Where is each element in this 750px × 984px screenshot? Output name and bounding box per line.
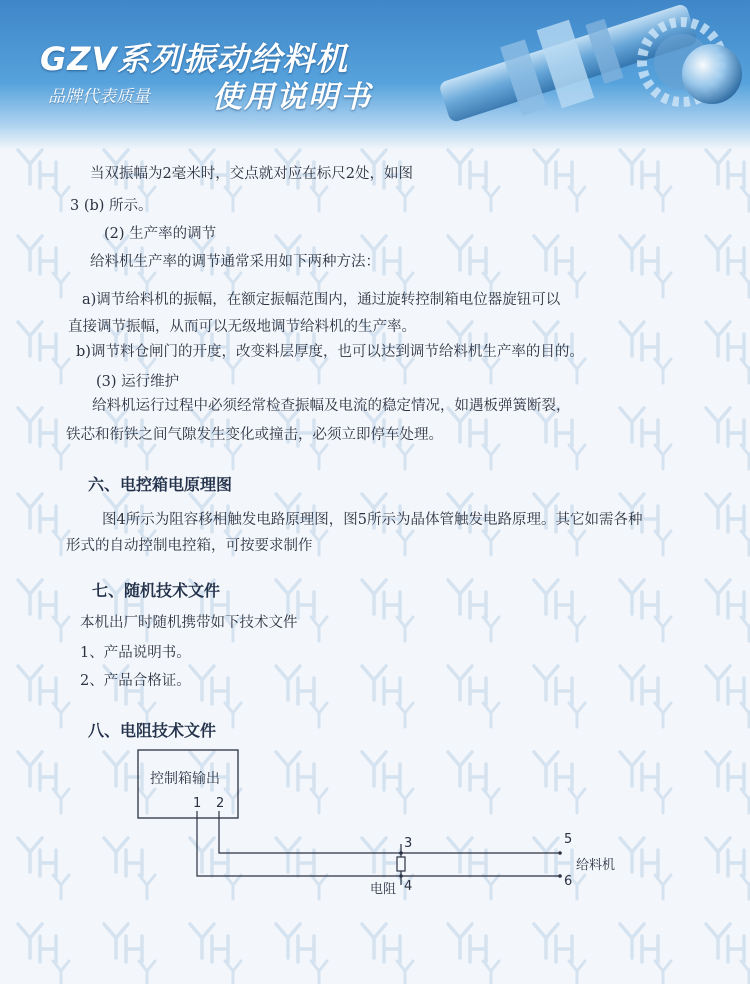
paragraph-line: 给料机生产率的调节通常采用如下两种方法： bbox=[90, 254, 380, 270]
document-title: GZV系列振动给料机 bbox=[40, 40, 349, 78]
node-3-label: 3 bbox=[404, 836, 413, 851]
terminal-node bbox=[558, 874, 562, 878]
resistor-symbol bbox=[397, 857, 405, 871]
wire-upper bbox=[219, 811, 560, 853]
paragraph-line: 图4所示为阻容移相触发电路原理图，图5所示为晶体管触发电路原理。其它如需各种 bbox=[102, 512, 643, 528]
list-item: 1、产品说明书。 bbox=[80, 645, 191, 661]
pin-1-label: 1 bbox=[193, 796, 202, 811]
section-heading: 七、随机技术文件 bbox=[92, 581, 221, 600]
junction-node bbox=[399, 874, 403, 878]
paragraph-line: b)调节料仓闸门的开度，改变料层厚度，也可以达到调节给料机生产率的目的。 bbox=[76, 344, 584, 360]
resistor-wiring-diagram bbox=[120, 745, 640, 905]
paragraph-line: 当双振幅为2毫米时，交点就对应在标尺2处，如图 bbox=[90, 166, 413, 182]
paragraph-line: 铁芯和衔铁之间气隙发生变化或撞击，必须立即停车处理。 bbox=[66, 427, 443, 443]
paragraph-line: 形式的自动控制电控箱，可按要求制作 bbox=[66, 538, 313, 554]
paragraph-line: a)调节给料机的振幅，在额定振幅范围内，通过旋转控制箱电位器旋钮可以 bbox=[82, 292, 561, 308]
paragraph-line: 3 (b) 所示。 bbox=[70, 198, 153, 214]
brand-slogan: 品牌代表质量 bbox=[48, 87, 150, 107]
wire-lower bbox=[197, 811, 560, 876]
node-5-label: 5 bbox=[564, 832, 573, 847]
node-4-label: 4 bbox=[404, 879, 413, 894]
section-heading: 六、电控箱电原理图 bbox=[88, 475, 233, 494]
subsection-heading: (3) 运行维护 bbox=[96, 374, 180, 390]
list-item: 2、产品合格证。 bbox=[80, 673, 191, 689]
resistor-label: 电阻 bbox=[370, 882, 397, 897]
section-heading: 八、电阻技术文件 bbox=[88, 721, 217, 740]
pin-2-label: 2 bbox=[216, 796, 225, 811]
paragraph-line: 本机出厂时随机携带如下技术文件 bbox=[80, 615, 298, 631]
control-box-label: 控制箱输出 bbox=[150, 771, 220, 787]
junction-node bbox=[399, 851, 403, 855]
paragraph-line: 直接调节振幅，从而可以无级地调节给料机的生产率。 bbox=[68, 319, 416, 335]
terminal-node bbox=[558, 851, 562, 855]
feeder-label: 给料机 bbox=[576, 858, 616, 873]
node-6-label: 6 bbox=[564, 874, 573, 889]
paragraph-line: 给料机运行过程中必须经常检查振幅及电流的稳定情况，如遇板弹簧断裂， bbox=[92, 398, 571, 414]
subsection-heading: (2) 生产率的调节 bbox=[104, 226, 217, 242]
manual-title: 使用说明书 bbox=[212, 80, 372, 115]
